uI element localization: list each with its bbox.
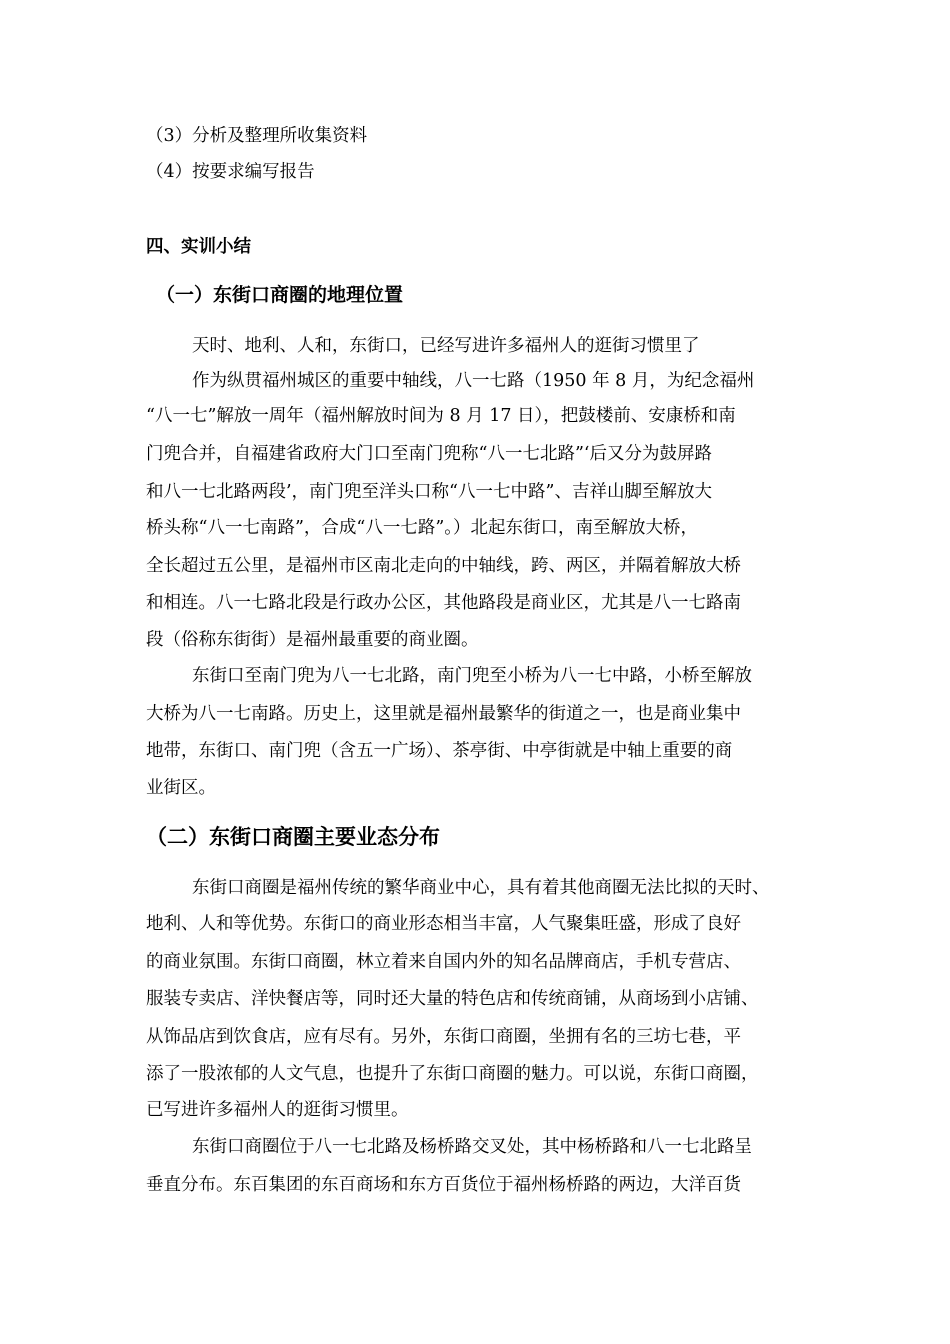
- paragraph-line: 大桥为八一七南路。历史上，这里就是福州最繁华的街道之一，也是商业集中: [146, 704, 741, 724]
- paragraph-line: 垂直分布。东百集团的东百商场和东方百货位于福州杨桥路的两边，大洋百货: [146, 1175, 741, 1195]
- paragraph-line: 门兜合并，自福建省政府大门口至南门兜称“八一七北路”‘后又分为鼓屏路: [146, 444, 712, 464]
- paragraph-line: 地利、人和等优势。东街口的商业形态相当丰富，人气聚集旺盛，形成了良好: [146, 914, 741, 934]
- list-item: （4）按要求编写报告: [146, 162, 315, 182]
- subsection-heading: （二）东街口商圈主要业态分布: [146, 824, 440, 849]
- subsection-heading: （一）东街口商圈的地理位置: [156, 284, 404, 306]
- paragraph-line: “八一七”解放一周年（福州解放时间为 8 月 17 日），把鼓楼前、安康桥和南: [146, 406, 736, 426]
- paragraph-line: 从饰品店到饮食店，应有尽有。另外，东街口商圈，坐拥有名的三坊七巷，平: [146, 1027, 741, 1047]
- paragraph-line: 全长超过五公里，是福州市区南北走向的中轴线，跨、两区，并隔着解放大桥: [146, 556, 741, 576]
- paragraph-line: 和相连。八一七路北段是行政办公区，其他路段是商业区，尤其是八一七路南: [146, 593, 741, 613]
- paragraph-line: 业街区。: [146, 778, 216, 798]
- paragraph-line: 段（俗称东街街）是福州最重要的商业圈。: [146, 630, 479, 650]
- paragraph-line: 东街口至南门兜为八一七北路，南门兜至小桥为八一七中路，小桥至解放: [192, 666, 752, 686]
- paragraph-line: 添了一股浓郁的人文气息，也提升了东街口商圈的魅力。可以说，东街口商圈，: [146, 1064, 759, 1084]
- paragraph-line: 东街口商圈位于八一七北路及杨桥路交叉处，其中杨桥路和八一七北路呈: [192, 1137, 752, 1157]
- paragraph-line: 和八一七北路两段’，南门兜至洋头口称“八一七中路”、吉祥山脚至解放大: [146, 482, 712, 502]
- paragraph-line: 桥头称“八一七南路”，合成“八一七路”。）北起东街口，南至解放大桥，: [146, 518, 699, 538]
- paragraph-line: 作为纵贯福州城区的重要中轴线，八一七路（1950 年 8 月，为纪念福州: [192, 371, 755, 391]
- paragraph-line: 的商业氛围。东街口商圈，林立着来自国内外的知名品牌商店，手机专营店、: [146, 952, 741, 972]
- paragraph-line: 东街口商圈是福州传统的繁华商业中心，具有着其他商圈无法比拟的天时、: [192, 878, 770, 898]
- paragraph-line: 地带，东街口、南门兜（含五一广场）、茶亭街、中亭街就是中轴上重要的商: [146, 741, 733, 761]
- section-heading: 四、实训小结: [146, 237, 251, 257]
- paragraph-line: 天时、地利、人和，东街口，已经写进许多福州人的逛街习惯里了: [192, 336, 700, 356]
- paragraph-line: 服装专卖店、洋快餐店等，同时还大量的特色店和传统商铺，从商场到小店铺、: [146, 989, 759, 1009]
- paragraph-line: 已写进许多福州人的逛街习惯里。: [146, 1100, 409, 1120]
- list-item: （3）分析及整理所收集资料: [146, 126, 368, 146]
